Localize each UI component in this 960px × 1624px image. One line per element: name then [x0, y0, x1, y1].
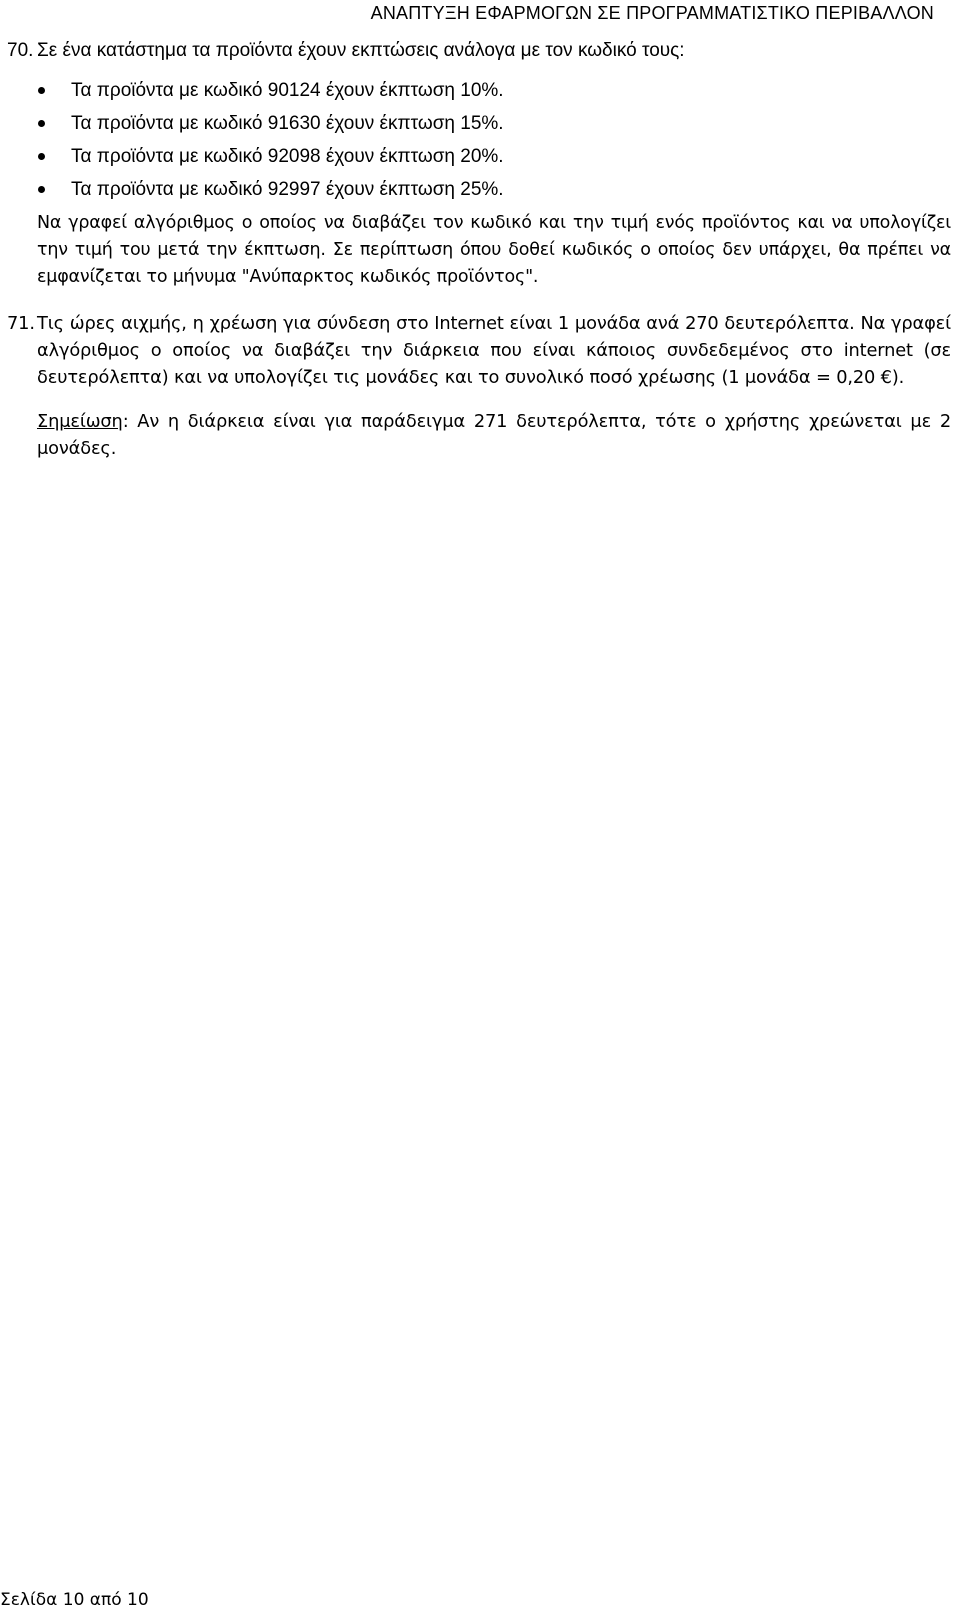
- list-item: [7, 173, 951, 206]
- list-item-text: Τα προϊόντα με κωδικό 92098 έχουν έκπτωση 20%.: [71, 146, 504, 167]
- exercise-71: [7, 310, 951, 391]
- exercise-71-text: Τις ώρες αιχμής, η χρέωση για σύνδεση στο Internet είναι 1 μονάδα ανά 270 δευτερόλεπτα. Να γραφεί αλγόριθμος ο οποίος να διαβάζει την διάρκεια που είναι κάποιος συνδεδεμένος στο internet (σε δευτερόλεπτα) και να υπολογίζει τις μονάδες και το συνολικό ποσό χρέωσης (1 μονάδα = 0,20 €).: [37, 313, 951, 388]
- bullet-icon: [38, 153, 45, 160]
- page-number-footer: Σελίδα 10 από 10: [0, 1590, 149, 1610]
- bullet-icon: [38, 120, 45, 127]
- note-text: : Αν η διάρκεια είναι για παράδειγμα 271 δευτερόλεπτα, τότε ο χρήστης χρεώνεται με 2 μονάδες.: [37, 411, 951, 459]
- discount-list: [7, 74, 951, 206]
- exercise-70-task: Να γραφεί αλγόριθμος ο οποίος να διαβάζει τον κωδικό και την τιμή ενός προϊόντος και να υπολογίζει την τιμή του μετά την έκπτωση. Σε περίπτωση όπου δοθεί κωδικός ο οποίος δεν υπάρχει, θα πρέπει να εμφανίζεται το μήνυμα "Ανύπαρκτος κωδικός προϊόντος".: [37, 213, 951, 287]
- exercise-71-number: 71.: [7, 313, 35, 334]
- bullet-icon: [38, 87, 45, 94]
- document-content: [7, 36, 951, 462]
- list-item-text: Τα προϊόντα με κωδικό 92997 έχουν έκπτωση 25%.: [71, 179, 504, 200]
- note-label: Σημείωση: [37, 411, 123, 432]
- list-item-text: Τα προϊόντα με κωδικό 90124 έχουν έκπτωση 10%.: [71, 80, 504, 101]
- bullet-icon: [38, 186, 45, 193]
- exercise-70-number: 70.: [7, 40, 34, 61]
- list-item: [7, 74, 951, 107]
- list-item-text: Τα προϊόντα με κωδικό 91630 έχουν έκπτωση 15%.: [71, 113, 504, 134]
- list-item: [7, 140, 951, 173]
- exercise-70-intro: [7, 36, 951, 66]
- exercise-71-note: [37, 408, 951, 462]
- page-header-title: ΑΝΑΠΤΥΞΗ ΕΦΑΡΜΟΓΩΝ ΣΕ ΠΡΟΓΡΑΜΜΑΤΙΣΤΙΚΟ ΠΕΡΙΒΑΛΛΟΝ: [370, 3, 934, 23]
- exercise-70-intro-text: Σε ένα κατάστημα τα προϊόντα έχουν εκπτώσεις ανάλογα με τον κωδικό τους:: [37, 40, 685, 61]
- list-item: [7, 107, 951, 140]
